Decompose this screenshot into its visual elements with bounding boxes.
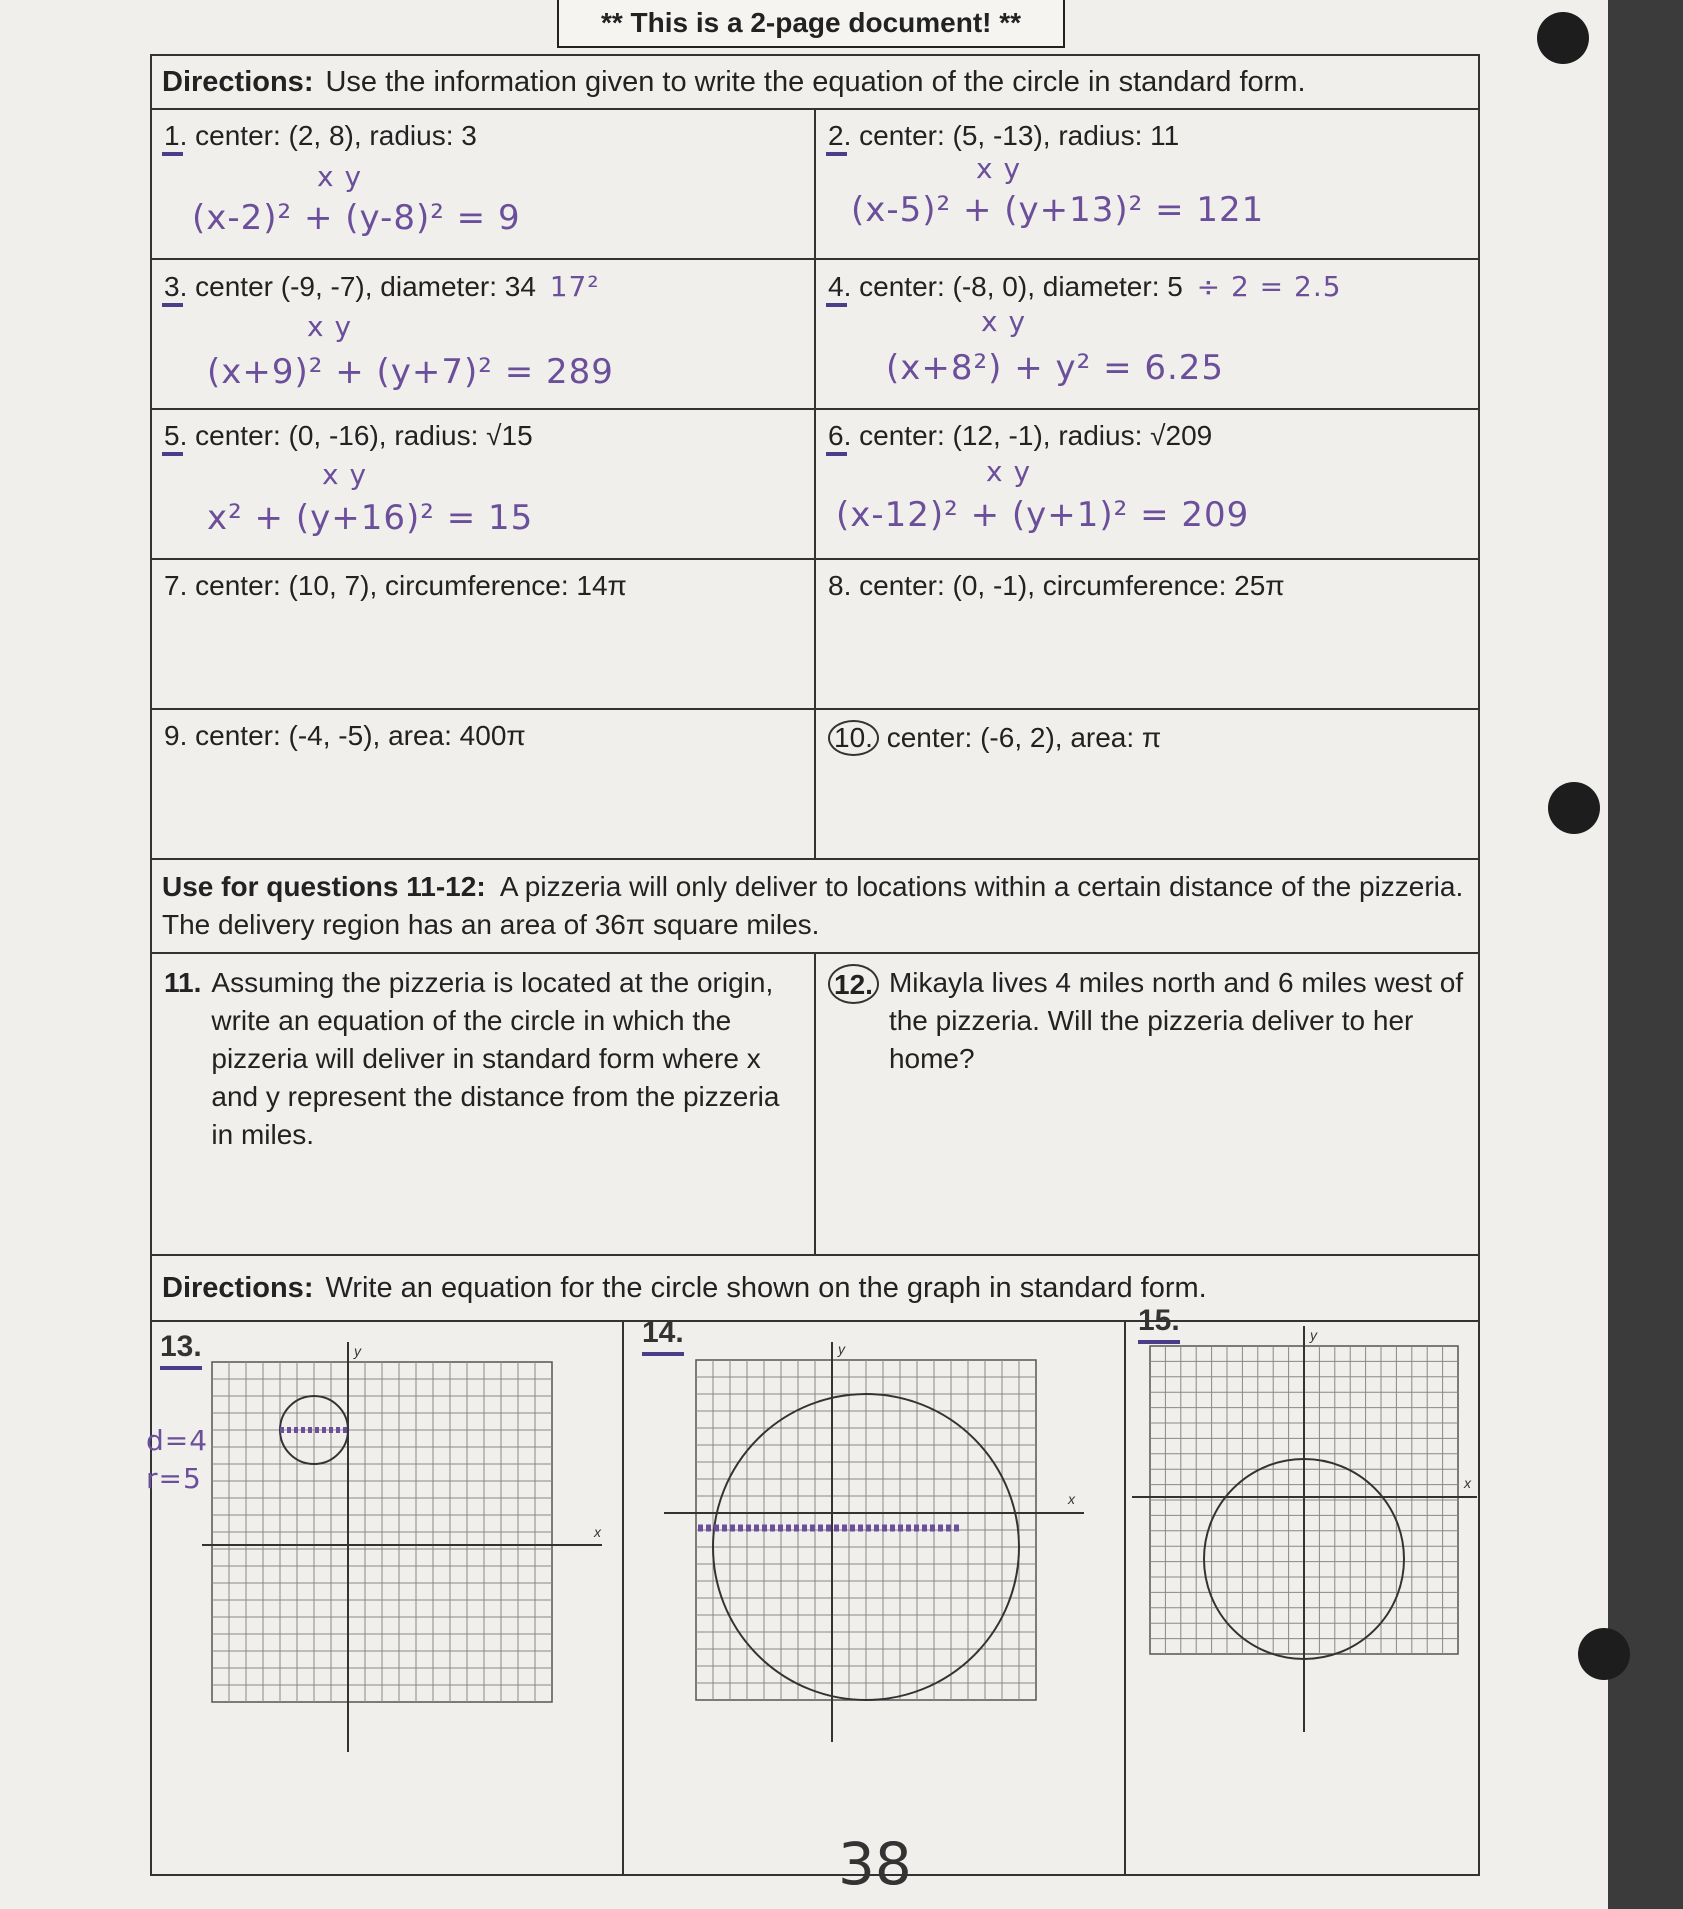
handwritten-radius: r=5: [146, 1462, 202, 1495]
handwritten-xy: x y: [976, 152, 1022, 185]
problem-9: [152, 710, 814, 858]
problem-row: [150, 558, 1480, 708]
problem-number: 10.: [828, 720, 879, 756]
binder-hole-top: [1537, 12, 1589, 64]
y-axis-label: y: [838, 1341, 845, 1357]
y-axis-label: y: [354, 1343, 361, 1359]
problem-2: [814, 110, 1478, 258]
problem-7: [152, 560, 814, 708]
graph-15-cell: [1126, 1304, 1482, 1874]
directions-text: Write an equation for the circle shown on the graph in standard form.: [325, 1271, 1207, 1304]
problem-row: [150, 708, 1480, 858]
problem-number: 8.: [828, 570, 852, 601]
problem-5: [152, 410, 814, 558]
problem-text: center: (0, -16), radius: √15: [195, 420, 533, 451]
problem-number: 5.: [164, 420, 188, 451]
directions-text: Use the information given to write the equation of the circle in standard form.: [325, 65, 1306, 98]
problem-text: center: (10, 7), circumference: 14π: [195, 570, 627, 601]
worksheet-table: [146, 54, 1480, 1876]
problem-number: 12.: [828, 964, 879, 1004]
two-page-banner: ** This is a 2-page document! **: [557, 0, 1065, 48]
handwritten-answer: x² + (y+16)² = 15: [207, 498, 534, 538]
handwritten-answer: (x+9)² + (y+7)² = 289: [207, 352, 614, 392]
handwritten-answer: (x+8²) + y² = 6.25: [886, 348, 1225, 388]
graph-row: [146, 1304, 1480, 1876]
problem-text: center: (12, -1), radius: √209: [859, 420, 1213, 451]
problem-11: [152, 954, 814, 1254]
handwritten-xy: x y: [981, 305, 1027, 338]
problem-number: 7.: [164, 570, 188, 601]
directions-header: [150, 54, 1480, 108]
problem-number: 15.: [1138, 1304, 1180, 1337]
problem-number: 2.: [828, 120, 852, 151]
problem-number: 11.: [164, 967, 202, 998]
x-axis-label: x: [1068, 1491, 1075, 1507]
use-for-questions: [150, 858, 1480, 952]
problem-text: Assuming the pizzeria is located at the origin, write an equation of the circle in which the pizzeria will deliver in standard form where x and y represent the distance from the pizzeria in miles.: [211, 967, 780, 1150]
problem-number: 6.: [828, 420, 852, 451]
directions-label: Directions:: [162, 65, 314, 98]
x-axis-label: x: [1464, 1475, 1471, 1491]
problem-1: [152, 110, 814, 258]
problem-row: [150, 408, 1480, 558]
handwritten-diameter: d=4: [146, 1424, 209, 1457]
problem-row: [150, 108, 1480, 258]
handwritten-note: [146, 1422, 208, 1498]
problem-text: center: (5, -13), radius: 11: [859, 120, 1180, 151]
graph-directions: [150, 1254, 1480, 1320]
problem-text: Mikayla lives 4 miles north and 6 miles west of the pizzeria. Will the pizzeria deliver to her home?: [888, 967, 1464, 1074]
binder-hole-middle: [1548, 782, 1600, 834]
problem-text: center: (-4, -5), area: 400π: [195, 720, 526, 751]
problem-text: center: (2, 8), radius: 3: [195, 120, 477, 151]
graph-13-cell: [146, 1322, 622, 1874]
coordinate-grid-13: [202, 1332, 602, 1772]
handwritten-note: ÷ 2 = 2.5: [1196, 270, 1342, 303]
page-number: 38: [838, 1830, 912, 1898]
problem-number: 13.: [160, 1330, 202, 1363]
handwritten-xy: x y: [307, 310, 353, 343]
problem-3: [152, 260, 814, 408]
problem-text: center: (-6, 2), area: π: [886, 722, 1162, 753]
handwritten-note: 17²: [549, 270, 600, 303]
problem-number: 4.: [828, 271, 852, 302]
problem-text: center: (0, -1), circumference: 25π: [859, 570, 1285, 601]
problem-6: [814, 410, 1478, 558]
handwritten-answer: (x-12)² + (y+1)² = 209: [836, 495, 1250, 535]
handwritten-xy: x y: [322, 458, 368, 491]
directions-label: Directions:: [162, 1271, 314, 1304]
problem-12: [814, 954, 1478, 1254]
handwritten-answer: (x-5)² + (y+13)² = 121: [851, 190, 1265, 230]
problem-10: [814, 710, 1478, 858]
problem-text: center (-9, -7), diameter: 34: [195, 271, 536, 302]
use-for-label: Use for questions 11-12:: [162, 871, 486, 902]
problem-number: 9.: [164, 720, 188, 751]
problem-number: 14.: [642, 1316, 684, 1349]
binder-hole-bottom: [1578, 1628, 1630, 1680]
x-axis-label: x: [594, 1524, 601, 1540]
handwritten-xy: x y: [317, 160, 363, 193]
coordinate-grid-14: [664, 1332, 1084, 1752]
problem-8: [814, 560, 1478, 708]
problem-number: 3.: [164, 271, 188, 302]
use-for-text: A pizzeria will only deliver to locations within a certain distance of the pizzeria. The delivery region has an area of 36π square miles.: [162, 871, 1464, 940]
problem-4: [814, 260, 1478, 408]
handwritten-xy: x y: [986, 455, 1032, 488]
problem-number: 1.: [164, 120, 188, 151]
background-table: [1608, 0, 1683, 1909]
problem-text: center: (-8, 0), diameter: 5: [859, 271, 1183, 302]
y-axis-label: y: [1310, 1327, 1317, 1343]
graph-14-cell: [624, 1316, 1124, 1874]
coordinate-grid-15: [1132, 1322, 1477, 1742]
problem-row: [150, 258, 1480, 408]
handwritten-answer: (x-2)² + (y-8)² = 9: [192, 198, 521, 238]
pizzeria-row: [150, 952, 1480, 1254]
